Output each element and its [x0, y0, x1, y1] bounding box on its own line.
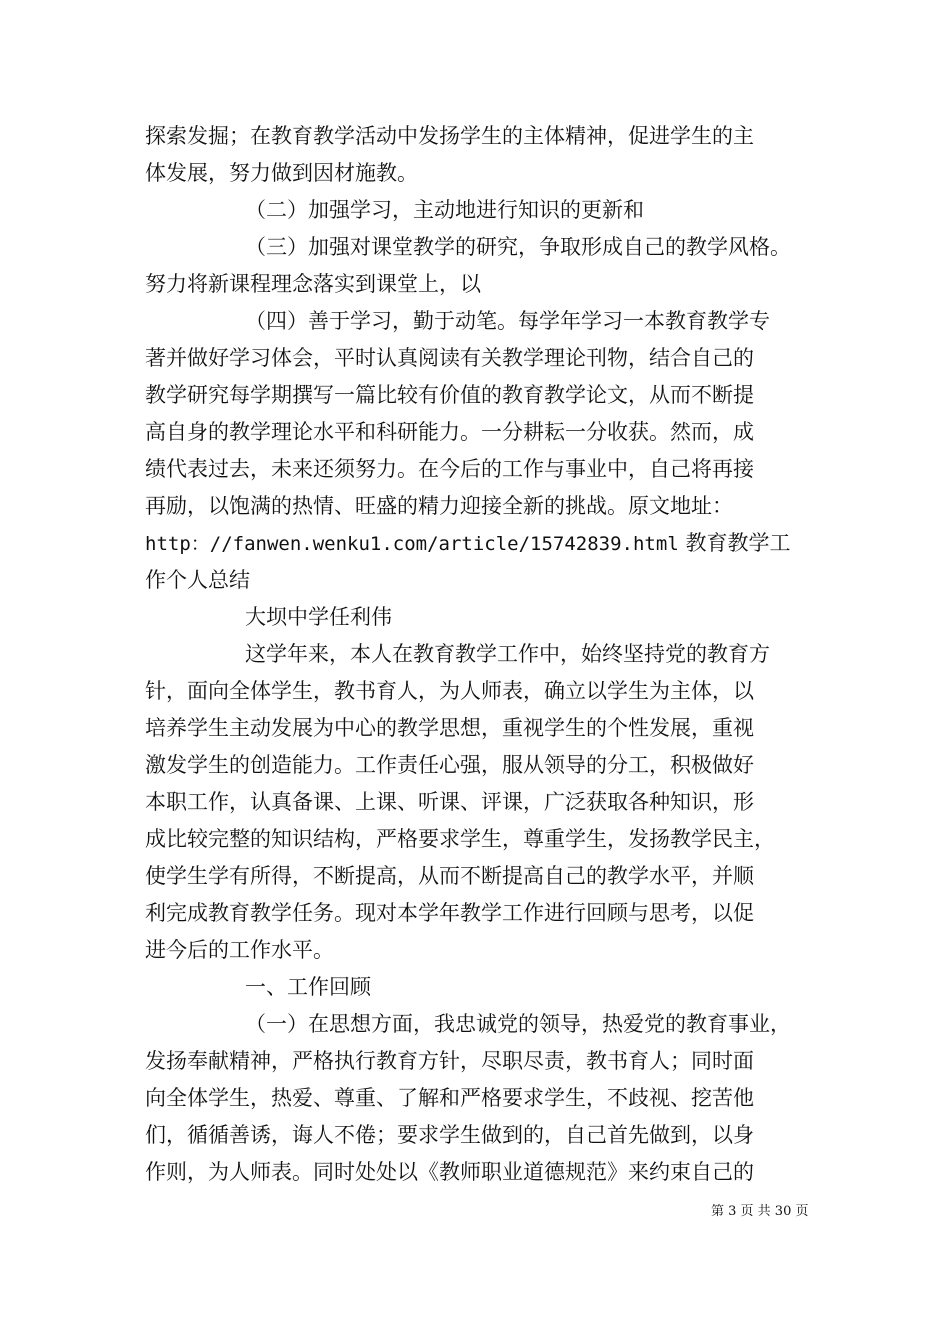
document-body	[145, 118, 825, 1191]
text-line: 再励，以饱满的热情、旺盛的精力迎接全新的挑战。原文地址：	[145, 494, 733, 518]
text-line: 高自身的教学理论水平和科研能力。一分耕耘一分收获。然而，成	[145, 420, 754, 444]
title-fragment: 教育教学工	[685, 531, 791, 555]
section-heading: 一、工作回顾	[245, 975, 371, 999]
text-line: 作个人总结	[145, 568, 250, 592]
text-line: 努力将新课程理念落实到课堂上，以	[145, 272, 481, 296]
text-line: 成比较完整的知识结构，严格要求学生，尊重学生，发扬教学民主，	[145, 827, 775, 851]
text-line: 使学生学有所得，不断提高，从而不断提高自己的教学水平，并顺	[145, 864, 754, 888]
text-line	[145, 525, 825, 562]
text-line: 激发学生的创造能力。工作责任心强，服从领导的分工，积极做好	[145, 753, 754, 777]
text-line: 发扬奉献精神，严格执行教育方针，尽职尽责，教书育人；同时面	[145, 1049, 754, 1073]
text-line: 绩代表过去，未来还须努力。在今后的工作与事业中，自己将再接	[145, 457, 754, 481]
text-line: （四）善于学习，勤于动笔。每学年学习一本教育教学专	[245, 309, 770, 333]
text-line: 体发展，努力做到因材施教。	[145, 161, 418, 185]
text-line: 利完成教育教学任务。现对本学年教学工作进行回顾与思考，以促	[145, 901, 754, 925]
text-line: （二）加强学习，主动地进行知识的更新和	[245, 198, 644, 222]
text-line: 向全体学生，热爱、尊重、了解和严格要求学生，不歧视、挖苦他	[145, 1086, 754, 1110]
text-line: 这学年来，本人在教育教学工作中，始终坚持党的教育方	[245, 642, 770, 666]
text-line: 探索发掘；在教育教学活动中发扬学生的主体精神，促进学生的主	[145, 124, 754, 148]
text-line: （一）在思想方面，我忠诚党的领导，热爱党的教育事业，	[245, 1012, 791, 1036]
text-line: 针，面向全体学生，教书育人，为人师表，确立以学生为主体，以	[145, 679, 754, 703]
text-line: 教学研究每学期撰写一篇比较有价值的教育教学论文，从而不断提	[145, 383, 754, 407]
source-url: http：//fanwen.wenku1.com/article/15742839.html	[145, 533, 679, 555]
text-line: （三）加强对课堂教学的研究，争取形成自己的教学风格。	[245, 235, 791, 259]
text-line: 培养学生主动发展为中心的教学思想，重视学生的个性发展，重视	[145, 716, 754, 740]
text-line: 本职工作，认真备课、上课、听课、评课，广泛获取各种知识，形	[145, 790, 754, 814]
text-line: 作则，为人师表。同时处处以《教师职业道德规范》来约束自己的	[145, 1160, 754, 1184]
text-line: 们，循循善诱，诲人不倦；要求学生做到的，自己首先做到，以身	[145, 1123, 754, 1147]
text-line: 进今后的工作水平。	[145, 938, 334, 962]
text-line: 著并做好学习体会，平时认真阅读有关教学理论刊物，结合自己的	[145, 346, 754, 370]
page-number-footer: 第 3 页 共 30 页	[711, 1204, 809, 1219]
author-line: 大坝中学任利伟	[245, 605, 392, 629]
